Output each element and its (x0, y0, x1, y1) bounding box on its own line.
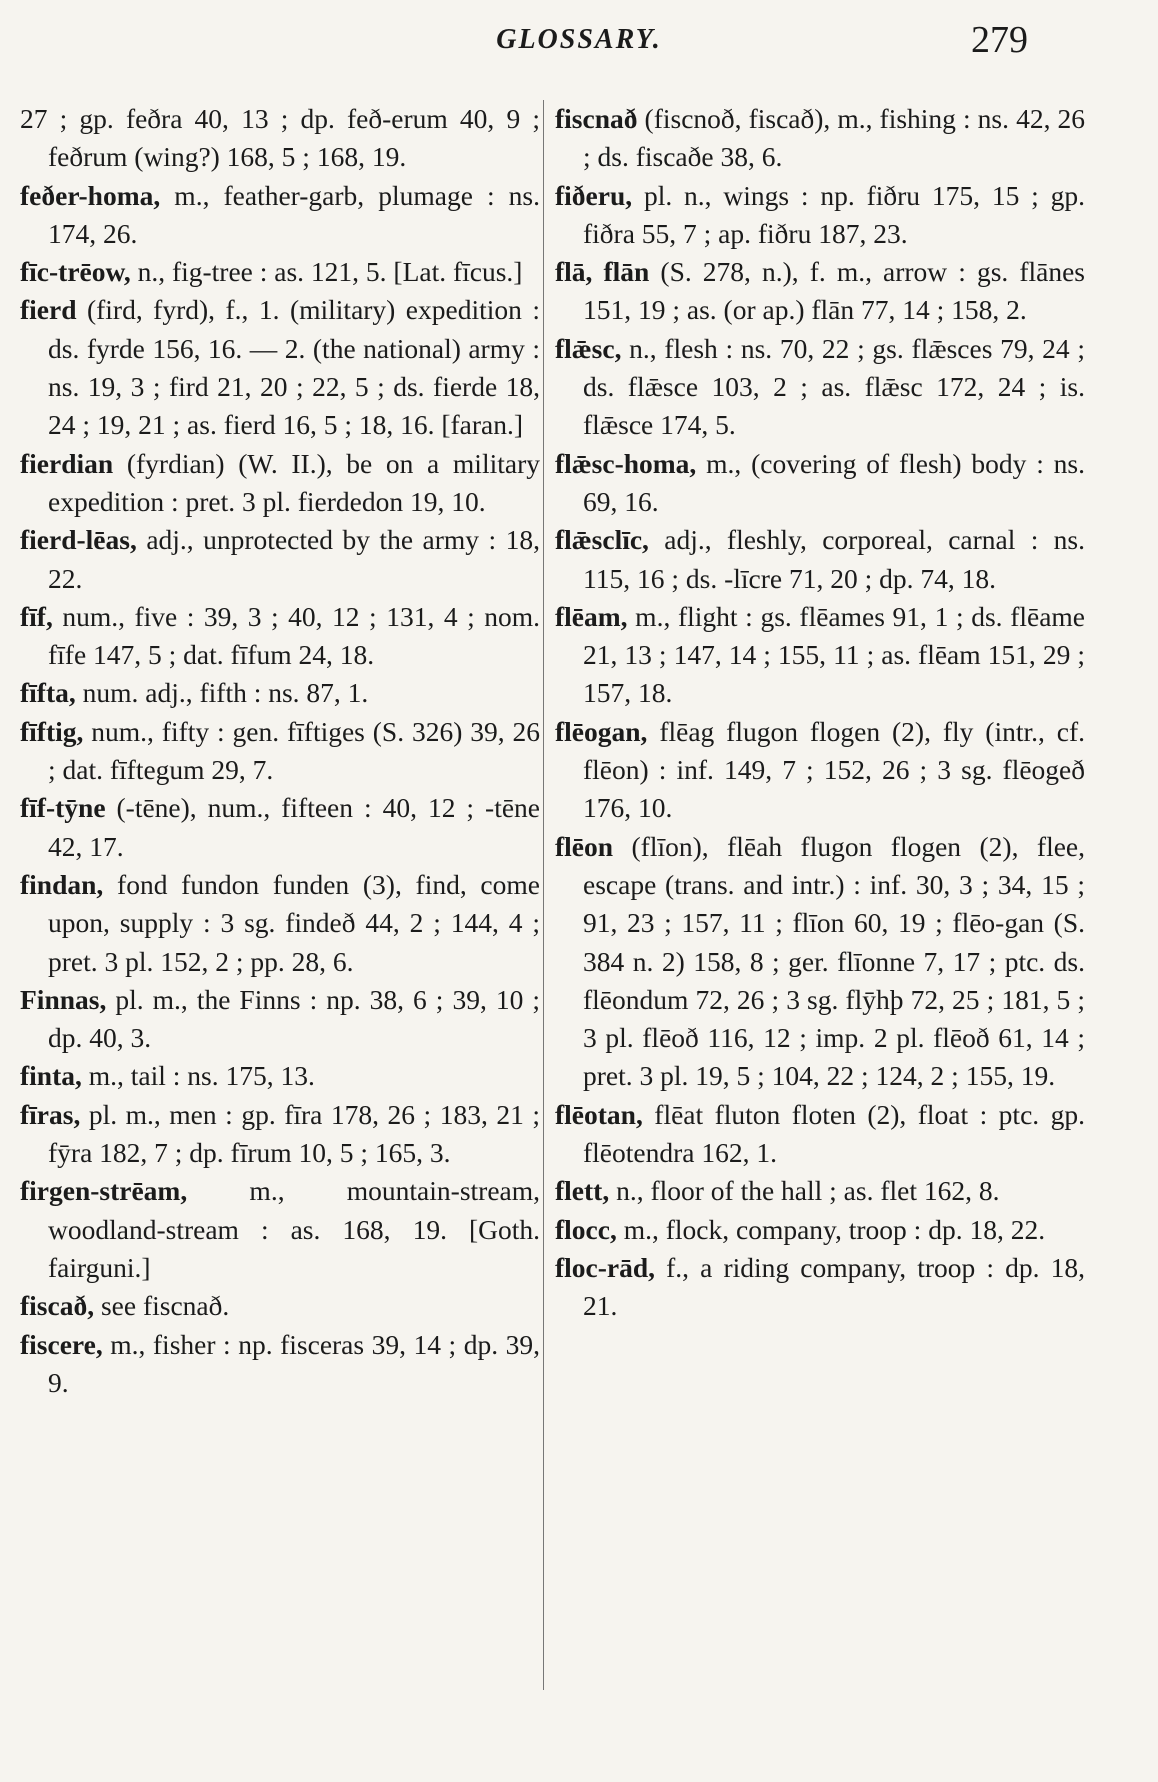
entry-definition: flēat fluton floten (2), float : ptc. gp. flēotendra 162, 1. (583, 1098, 1085, 1169)
glossary-entry (20, 177, 540, 254)
headword: fīc-trēow, (20, 256, 131, 288)
headword: flett, (555, 1175, 610, 1207)
entry-definition: num., fifty : gen. fīftiges (S. 326) 39, 26 ; dat. fīftegum 29, 7. (48, 715, 540, 786)
entry-definition: num. adj., fifth : ns. 87, 1. (75, 677, 369, 709)
glossary-entry (555, 330, 1085, 445)
glossary-entry (20, 866, 540, 981)
glossary-entry (20, 1326, 540, 1403)
headword: finta, (20, 1060, 82, 1092)
glossary-entry (20, 713, 540, 790)
entry-definition: f., a riding company, troop : dp. 18, 21. (583, 1251, 1085, 1322)
glossary-entry (20, 1287, 540, 1325)
running-title: GLOSSARY. (496, 24, 662, 55)
entry-definition: flēag flugon flogen (2), fly (intr., cf. flēon) : inf. 149, 7 ; 152, 26 ; 3 sg. flēogeð 176, 10. (583, 715, 1085, 824)
entry-definition: m., tail : ns. 175, 13. (81, 1060, 315, 1092)
glossary-entry (555, 1172, 1085, 1210)
entry-definition: 27 ; gp. feðra 40, 13 ; dp. feð-erum 40, 9 ; feðrum (wing?) 168, 5 ; 168, 19. (20, 103, 540, 173)
headword: flēon (555, 830, 614, 862)
glossary-entry (555, 253, 1085, 330)
headword: fīf-tȳne (20, 792, 106, 824)
entry-definition: m., flock, company, troop : dp. 18, 22. (616, 1213, 1046, 1245)
entry-definition: m., mountain-stream, woodland-stream : as. 168, 19. [Goth. fairguni.] (48, 1175, 540, 1283)
headword: fierdian (20, 447, 114, 479)
page-number: 279 (971, 19, 1028, 61)
headword: flēogan, (555, 715, 648, 747)
glossary-entry (20, 674, 540, 712)
headword: floc-rād, (555, 1251, 656, 1283)
headword: fīf, (20, 600, 53, 632)
headword: flǣsc, (555, 332, 622, 364)
entry-definition: pl. m., the Finns : np. 38, 6 ; 39, 10 ; dp. 40, 3. (48, 983, 540, 1054)
entry-definition: n., fig-tree : as. 121, 5. [Lat. fīcus.] (130, 256, 523, 288)
glossary-entry (555, 177, 1085, 254)
entry-definition: (S. 278, n.), f. m., arrow : gs. flānes 151, 19 ; as. (or ap.) flān 77, 14 ; 158, 2. (583, 256, 1086, 326)
headword: flēam, (555, 600, 628, 632)
glossary-entry (555, 1211, 1085, 1249)
glossary-entry (20, 291, 540, 444)
entry-definition: (-tēne), num., fifteen : 40, 12 ; -tēne 42, 17. (48, 792, 540, 862)
headword: fīras, (20, 1098, 81, 1130)
headword: fiscnað (555, 103, 638, 134)
entry-definition: adj., fleshly, corporeal, carnal : ns. 115, 16 ; ds. -līcre 71, 20 ; dp. 74, 18. (583, 524, 1085, 594)
glossary-entry (555, 100, 1085, 177)
entry-definition: see fiscnað. (94, 1290, 230, 1322)
entry-definition: m., (covering of flesh) body : ns. 69, 16. (583, 447, 1085, 517)
entry-definition: m., fisher : np. fisceras 39, 14 ; dp. 39, 9. (48, 1328, 540, 1398)
headword: fierd (20, 294, 77, 326)
glossary-entry (20, 445, 540, 522)
headword: fierd-lēas, (20, 524, 137, 556)
headword: fīftig, (20, 715, 84, 747)
entry-definition: (fiscnoð, fiscað), m., fishing : ns. 42, 26 ; ds. fiscaðe 38, 6. (583, 103, 1085, 173)
entry-definition: fond fundon funden (3), find, come upon, supply : 3 sg. findeð 44, 2 ; 144, 4 ; pret. 3 pl. 152, 2 ; pp. 28, 6. (48, 868, 540, 977)
headword: firgen-strēam, (20, 1175, 188, 1207)
headword: fīfta, (20, 677, 76, 709)
headword: feðer-homa, (20, 179, 161, 211)
headword: flǣsc-homa, (555, 447, 697, 479)
entry-definition: num., five : 39, 3 ; 40, 12 ; 131, 4 ; nom. fīfe 147, 5 ; dat. fīfum 24, 18. (48, 600, 540, 671)
headword: flēotan, (555, 1098, 643, 1130)
entry-definition: m., flight : gs. flēames 91, 1 ; ds. flēame 21, 13 ; 147, 14 ; 155, 11 ; as. flēam 151, 29 ; 157, 18. (583, 600, 1085, 709)
glossary-entry (555, 521, 1085, 598)
glossary-entry (555, 828, 1085, 1096)
headword: fiscere, (20, 1328, 103, 1360)
entry-definition: (fyrdian) (W. II.), be on a military expedition : pret. 3 pl. fierdedon 19, 10. (48, 447, 540, 517)
glossary-entry (555, 445, 1085, 522)
headword: flā, flān (555, 256, 650, 288)
column-divider (543, 100, 544, 1690)
glossary-entry (555, 598, 1085, 713)
headword: Finnas, (20, 983, 107, 1015)
headword: flǣsclīc, (555, 524, 649, 556)
glossary-entry (20, 981, 540, 1058)
glossary-entry (20, 789, 540, 866)
entry-definition: n., flesh : ns. 70, 22 ; gs. flǣsces 79, 24 ; ds. flǣsce 103, 2 ; as. flǣsc 172, 24 ; is. flǣsce 174, 5. (583, 332, 1085, 441)
glossary-entry (20, 1096, 540, 1173)
headword: findan, (20, 868, 104, 900)
headword: fiscað, (20, 1290, 95, 1322)
glossary-entry (555, 713, 1085, 828)
page-header (0, 18, 1158, 70)
left-column (20, 100, 540, 1402)
entry-definition: adj., unprotected by the army : 18, 22. (48, 524, 540, 594)
right-column (555, 100, 1085, 1326)
glossary-entry (20, 521, 540, 598)
glossary-entry (20, 100, 540, 177)
headword: fiðeru, (555, 179, 633, 211)
entry-definition: pl. n., wings : np. fiðru 175, 15 ; gp. fiðra 55, 7 ; ap. fiðru 187, 23. (583, 179, 1085, 249)
glossary-entry (20, 1172, 540, 1287)
glossary-entry (20, 1057, 540, 1095)
entry-definition: m., feather-garb, plumage : ns. 174, 26. (48, 179, 540, 249)
glossary-entry (20, 598, 540, 675)
glossary-entry (555, 1249, 1085, 1326)
glossary-entry (20, 253, 540, 291)
entry-definition: n., floor of the hall ; as. flet 162, 8. (609, 1175, 1000, 1207)
entry-definition: pl. m., men : gp. fīra 178, 26 ; 183, 21 ; fȳra 182, 7 ; dp. fīrum 10, 5 ; 165, 3. (48, 1098, 540, 1169)
glossary-entry (555, 1096, 1085, 1173)
headword: flocc, (555, 1213, 617, 1245)
entry-definition: (flīon), flēah flugon flogen (2), flee, escape (trans. and intr.) : inf. 30, 3 ; 34, 15 ; 91, 23 ; 157, 11 ; flīon 60, 19 ; flēo-gan (S. 384 n. 2) 158, 8 ; ger. flīonne 7, 17 ; ptc. ds. flēondum 72, 26 ; 3 sg. flȳhþ 72, 25 ; 181, 5 ; 3 pl. flēoð 116, 12 ; imp. 2 pl. flēoð 61, 14 ; pret. 3 pl. 19, 5 ; 104, 22 ; 124, 2 ; 155, 19. (583, 830, 1085, 1092)
entry-definition: (fird, fyrd), f., 1. (military) expedition : ds. fyrde 156, 16. — 2. (the national) army : ns. 19, 3 ; fird 21, 20 ; 22, 5 ; ds. fierde 18, 24 ; 19, 21 ; as. fierd 16, 5 ; 18, 16. [faran.] (48, 294, 540, 441)
